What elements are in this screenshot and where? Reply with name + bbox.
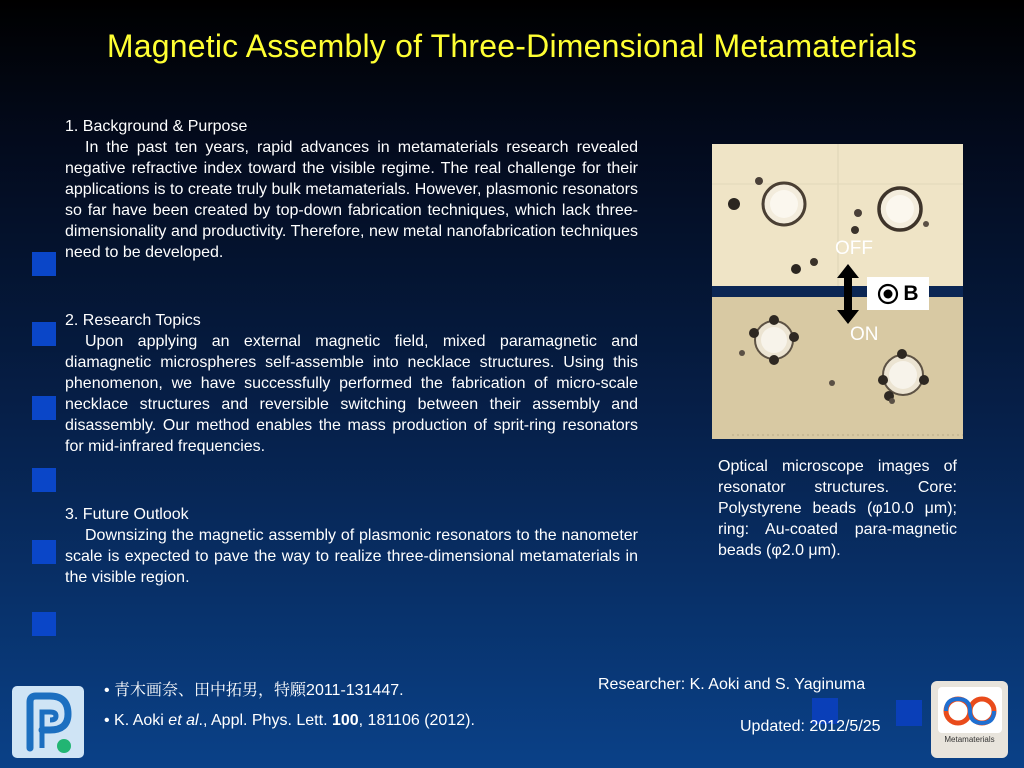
reference-list	[104, 676, 475, 736]
double-arrow-icon	[836, 264, 860, 324]
researcher-credit: Researcher: K. Aoki and S. Yaginuma	[598, 676, 866, 693]
page-title: Magnetic Assembly of Three-Dimensional Metamaterials	[106, 28, 918, 64]
reference-patent: • 青木画奈、田中拓男，特願2011-131447.	[104, 682, 404, 699]
decor-square	[32, 540, 56, 564]
decor-square	[32, 322, 56, 346]
section-heading: 3. Future Outlook	[65, 506, 189, 523]
reference-paper	[104, 706, 475, 736]
section-body: Upon applying an external magnetic field, mixed paramagnetic and diamagnetic microspheres self-assemble into necklace structures. Using this phenomenon, we have successfully performed the fabrication of micro-scale necklace structures and reversible switching between their assembly and disassembly. Our method enables the mass production of sprit-ring resonators for mid-infrared frequencies.	[65, 333, 638, 455]
field-out-of-plane-icon	[877, 283, 899, 305]
section-body: Downsizing the magnetic assembly of plasmonic resonators to the nanometer scale is expected to pave the way to realize three-dimensional metamaterials in the visible region.	[65, 527, 638, 586]
decor-square	[32, 252, 56, 276]
section-heading: 2. Research Topics	[65, 312, 201, 329]
section-heading: 1. Background & Purpose	[65, 118, 248, 135]
figure-caption: Optical microscope images of resonator structures. Core: Polystyrene beads (φ10.0 μm); ring: Au-coated para-magnetic beads (φ2.0 μm).	[718, 458, 957, 559]
decor-square	[32, 396, 56, 420]
reference-etal: et al	[168, 712, 199, 729]
metamaterials-logo	[931, 681, 1008, 758]
magnetic-field-indicator	[867, 277, 929, 310]
section-research-topics	[65, 310, 638, 457]
field-label: B	[903, 281, 919, 305]
decor-square	[32, 468, 56, 492]
reference-authors: • K. Aoki	[104, 712, 169, 729]
institute-logo	[12, 686, 84, 758]
reference-pages: , 181106 (2012).	[358, 712, 475, 729]
metamaterials-logo-text: Metamaterials	[944, 735, 995, 744]
section-body: In the past ten years, rapid advances in metamaterials research revealed negative refractive index toward the visible regime. The real challenge for their applications is to create truly bulk metamaterials. However, plasmonic resonators so far have been created by top-down fabrication techniques, which lack three-dimensionality and productivity. Therefore, new metal nanofabrication techniques need to be developed.	[65, 139, 638, 261]
decor-square	[32, 612, 56, 636]
reference-volume: 100	[331, 712, 359, 729]
off-label: OFF	[835, 238, 873, 259]
updated-date: Updated: 2012/5/25	[740, 718, 881, 735]
reference-journal: ., Appl. Phys. Lett.	[198, 712, 332, 729]
decor-square	[896, 700, 922, 726]
on-label: ON	[850, 324, 879, 345]
section-future-outlook	[65, 504, 638, 588]
section-background	[65, 116, 638, 263]
